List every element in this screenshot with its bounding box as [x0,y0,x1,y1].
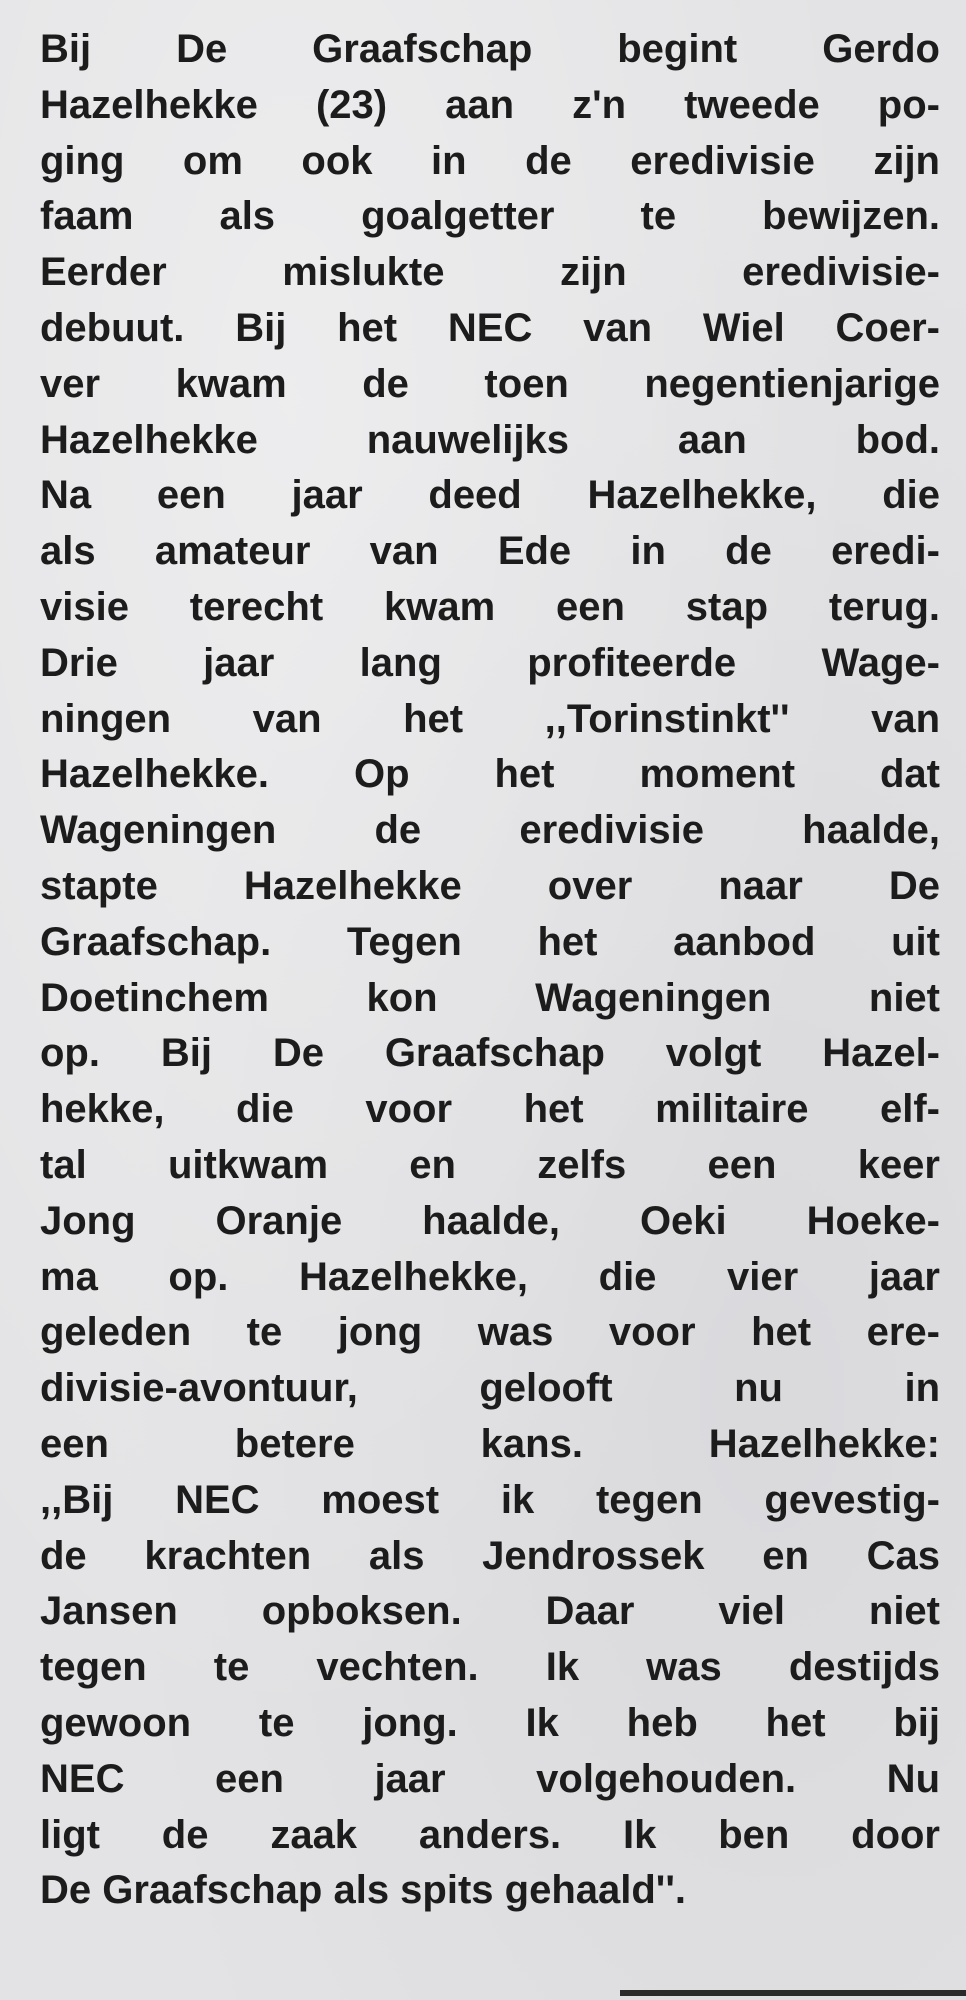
article-line: ma op. Hazelhekke, die vier jaar [40,1254,940,1299]
article-line: Wageningen de eredivisie haalde, [40,808,940,853]
article-line: Graafschap. Tegen het aanbod uit [40,919,940,964]
article-line: Hazelhekke nauwelijks aan bod. [40,417,940,462]
column-divider-line [620,1990,966,1996]
article-line: stapte Hazelhekke over naar De [40,863,940,908]
article-line: ligt de zaak anders. Ik ben door [40,1812,940,1857]
article-line: de krachten als Jendrossek en Cas [40,1533,940,1578]
article-line: NEC een jaar volgehouden. Nu [40,1756,940,1801]
article-line: Jansen opboksen. Daar viel niet [40,1589,940,1634]
article-line: Eerder mislukte zijn eredivisie- [40,250,940,295]
article-line: Hazelhekke (23) aan z'n tweede po- [40,82,940,127]
article-line: tegen te vechten. Ik was destijds [40,1645,940,1690]
article-line: hekke, die voor het militaire elf- [40,1087,940,1132]
article-line: ningen van het ,,Torinstinkt'' van [40,696,940,741]
article-line: gewoon te jong. Ik heb het bij [40,1700,940,1745]
article-line: ging om ook in de eredivisie zijn [40,138,940,183]
article-line: Doetinchem kon Wageningen niet [40,975,940,1020]
article-line: Hazelhekke. Op het moment dat [40,752,940,797]
article-line: faam als goalgetter te bewijzen. [40,194,940,239]
article-line: tal uitkwam en zelfs een keer [40,1142,940,1187]
article-line: divisie-avontuur, gelooft nu in [40,1366,940,1411]
article-line: geleden te jong was voor het ere- [40,1310,940,1355]
article-line: ,,Bij NEC moest ik tegen gevestig- [40,1477,940,1522]
article-line: Bij De Graafschap begint Gerdo [40,27,940,71]
article-line-last: De Graafschap als spits gehaald''. [40,1868,686,1913]
article-line: Na een jaar deed Hazelhekke, die [40,473,940,518]
article-body [40,22,940,1919]
article-line: op. Bij De Graafschap volgt Hazel- [40,1031,940,1076]
article-line: Drie jaar lang profiteerde Wage- [40,640,940,685]
article-line: debuut. Bij het NEC van Wiel Coer- [40,305,940,350]
article-line: visie terecht kwam een stap terug. [40,584,940,629]
article-line: ver kwam de toen negentienjarige [40,361,940,406]
article-line: als amateur van Ede in de eredi- [40,529,940,574]
article-line: een betere kans. Hazelhekke: [40,1421,940,1466]
article-line: Jong Oranje haalde, Oeki Hoeke- [40,1198,940,1243]
